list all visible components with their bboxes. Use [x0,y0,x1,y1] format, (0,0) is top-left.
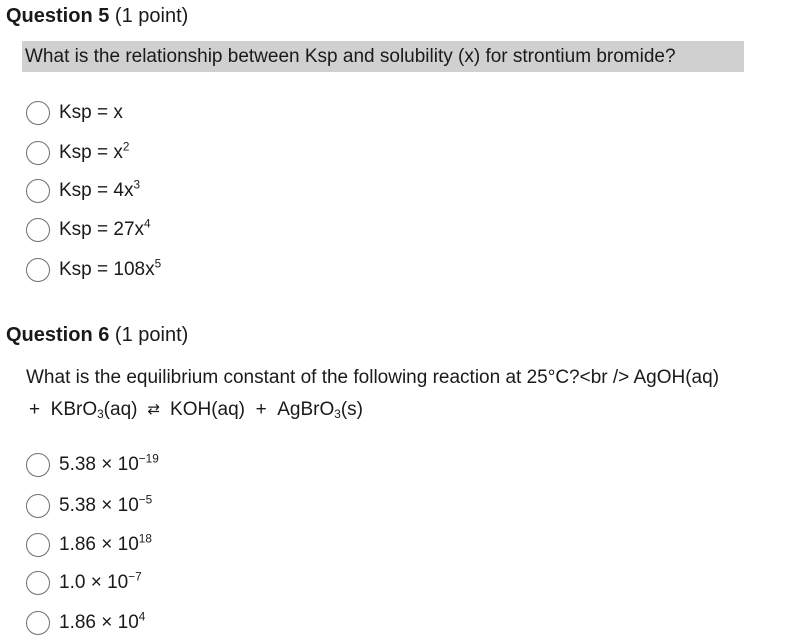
q6-option-3-label: $1.86 \times 10^{18}$ [59,532,152,555]
reactant-kbro3: KBrO$_3$(aq) [50,399,138,421]
q6-option-1[interactable] [26,451,159,479]
radio-button[interactable] [26,218,50,242]
question-6-heading [6,322,188,348]
question-6-title: Question 6 [6,324,110,346]
q6-option-3[interactable] [26,531,152,559]
question-5-points: (1 point) [114,5,189,27]
radio-button[interactable] [26,571,50,595]
q5-option-3-label: Ksp = $4x^3$ [59,178,141,201]
question-5-heading [6,3,188,29]
radio-button[interactable] [26,494,50,518]
question-6-prompt [26,362,796,431]
q5-option-4[interactable] [26,216,151,244]
q5-option-5-label: Ksp = $108x^5$ [59,257,162,280]
question-6-prompt-line-1: What is the equilibrium constant of the following reaction at 25°C?<br /> AgOH(aq) [26,367,720,388]
q6-option-2[interactable] [26,492,152,520]
equilibrium-arrow-icon: ⇄ [147,401,161,418]
radio-button[interactable] [26,453,50,477]
question-5-title: Question 5 [6,5,110,27]
radio-button[interactable] [26,101,50,125]
q6-option-1-label: $5.38 \times 10^{-19}$ [59,452,159,475]
q6-option-5[interactable] [26,609,145,637]
question-5-prompt: What is the relationship between Ksp and solubility (x) for strontium bromide? [22,41,744,72]
q6-option-4[interactable] [26,569,142,597]
q5-option-4-label: Ksp = $27x^4$ [59,217,151,240]
q5-option-3[interactable] [26,177,140,205]
q6-option-2-label: $5.38 \times 10^{-5}$ [59,493,153,516]
radio-button[interactable] [26,179,50,203]
product-koh: KOH(aq) [170,399,246,420]
q6-option-5-label: $1.86 \times 10^4$ [59,610,146,633]
q6-option-4-label: $1.0 \times 10^{-7}$ [59,570,142,593]
q5-option-1[interactable] [26,99,123,127]
radio-button[interactable] [26,141,50,165]
q5-option-5[interactable] [26,256,161,284]
q5-option-2[interactable] [26,139,129,167]
question-6-prompt-line-2 [26,394,796,431]
radio-button[interactable] [26,611,50,635]
product-agbro3: AgBrO$_3$(s) [277,399,363,421]
radio-button[interactable] [26,258,50,282]
question-6-points: (1 point) [114,324,189,346]
radio-button[interactable] [26,533,50,557]
plus-sign: + [29,399,41,420]
q5-option-2-label: Ksp = $x^2$ [59,140,130,163]
q5-option-1-label: Ksp = x [59,102,123,123]
plus-sign: + [255,399,267,420]
